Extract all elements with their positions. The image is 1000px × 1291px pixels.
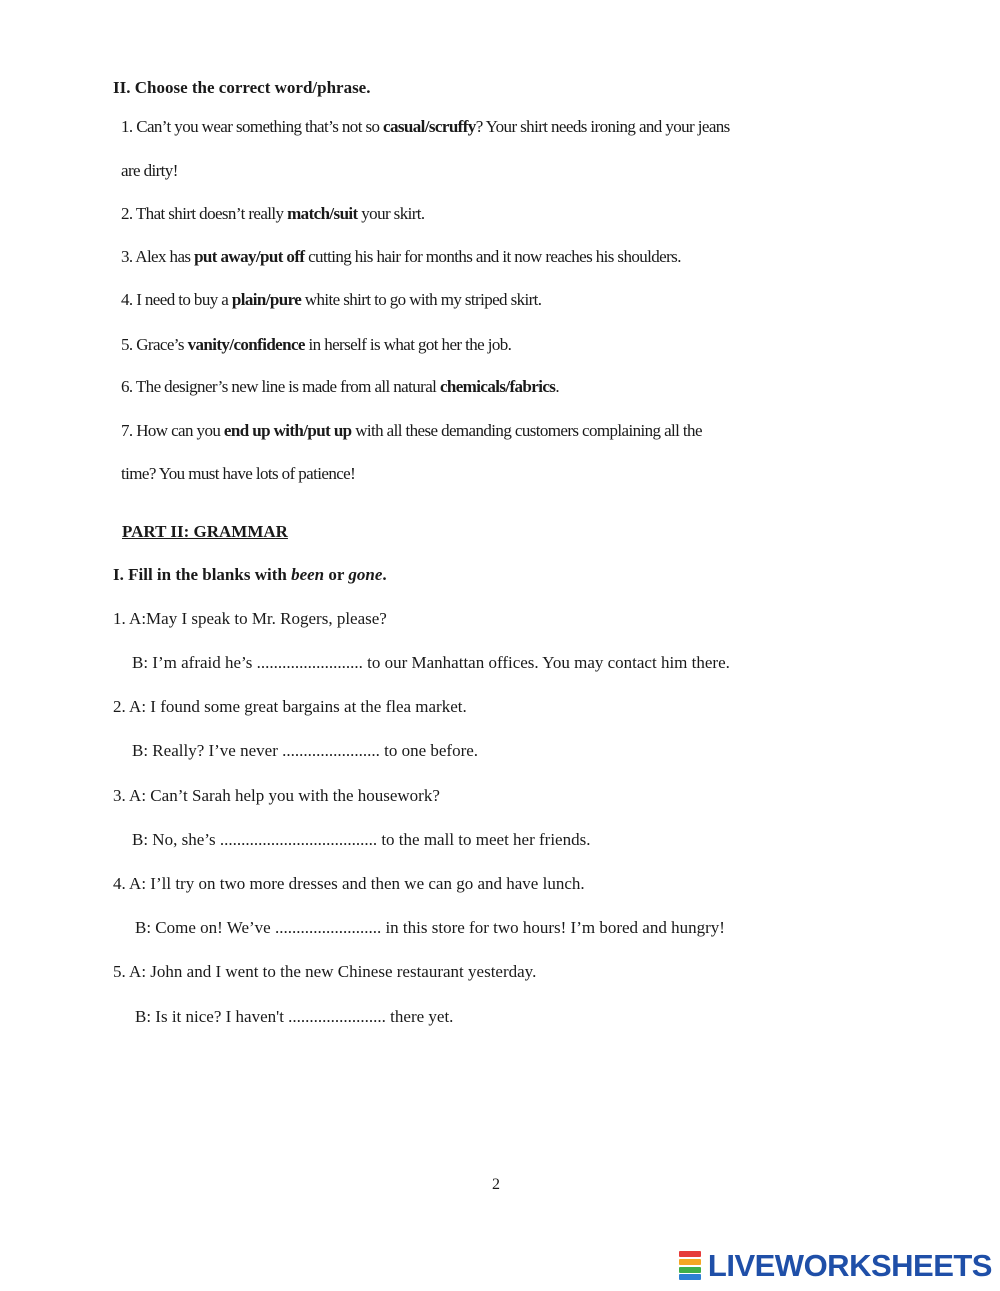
vocab-question-3-line-1: [121, 247, 681, 267]
question-text: cutting his hair for months and it now reaches his shoulders.: [304, 247, 681, 266]
answer-options: casual/scruffy: [383, 117, 476, 136]
vocab-question-7-line-2: [121, 464, 355, 484]
grammar-heading-mid: or: [324, 565, 349, 584]
vocab-question-6-line-1: [121, 377, 559, 397]
question-text: with all these demanding customers complaining all the: [351, 421, 702, 440]
question-text: 4. I need to buy a: [121, 290, 232, 309]
vocab-question-1-line-2: [121, 161, 178, 181]
answer-options: put away/put off: [194, 247, 305, 266]
answer-options: match/suit: [287, 204, 358, 223]
question-text: 3. Alex has: [121, 247, 195, 266]
answer-options: vanity/confidence: [187, 335, 305, 354]
grammar-heading: [113, 565, 387, 585]
logo-block: [679, 1267, 701, 1273]
dialogue-line-a-1: 1. A:May I speak to Mr. Rogers, please?: [113, 609, 387, 628]
dialogue-line-b-3: B: No, she’s ..................................... to the mall to meet her friends.: [132, 830, 591, 849]
logo-block: [679, 1259, 701, 1265]
question-text: 1. Can’t you wear something that’s not so: [121, 117, 384, 136]
dialogue-line-b-2: B: Really? I’ve never ....................... to one before.: [132, 741, 479, 760]
dialogue-line-a-2: 2. A: I found some great bargains at the flea market.: [113, 697, 467, 716]
vocab-heading: II. Choose the correct word/phrase.: [113, 78, 371, 97]
page-number: 2: [492, 1176, 500, 1193]
vocab-question-7-line-1: [121, 421, 702, 441]
question-text: 7. How can you: [121, 421, 224, 440]
vocab-question-2-line-1: [121, 204, 425, 224]
question-text: time? You must have lots of patience!: [121, 464, 356, 483]
answer-options: chemicals/fabrics: [439, 377, 556, 396]
logo-block: [679, 1251, 701, 1257]
dialogue-line-b-5: B: Is it nice? I haven't ....................... there yet.: [135, 1007, 454, 1026]
dialogue-line-a-5: 5. A: John and I went to the new Chinese restaurant yesterday.: [113, 962, 537, 981]
dialogue-line-a-4: 4. A: I’ll try on two more dresses and then we can go and have lunch.: [113, 874, 585, 893]
question-text: 5. Grace’s: [121, 335, 188, 354]
question-text: white shirt to go with my striped skirt.: [301, 290, 542, 309]
answer-options: plain/pure: [231, 290, 302, 309]
question-text: ? Your shirt needs ironing and your jeans: [475, 117, 730, 136]
question-text: 6. The designer’s new line is made from all natural: [121, 377, 440, 396]
grammar-heading-suffix: .: [382, 565, 387, 584]
liveworksheets-logo-icon: [679, 1251, 705, 1281]
grammar-word-gone: gone: [348, 565, 383, 584]
question-text: are dirty!: [121, 161, 178, 180]
question-text: 2. That shirt doesn’t really: [121, 204, 288, 223]
vocab-question-1-line-1: [121, 117, 730, 137]
brand-name: LIVEWORKSHEETS: [707, 1248, 992, 1283]
dialogue-line-b-1: B: I’m afraid he’s ......................... to our Manhattan offices. You may contact him there.: [132, 653, 730, 672]
liveworksheets-brand: [679, 1249, 992, 1283]
logo-block: [679, 1274, 701, 1280]
question-text: in herself is what got her the job.: [304, 335, 512, 354]
vocab-question-4-line-1: [121, 290, 541, 310]
answer-options: end up with/put up: [223, 421, 352, 440]
question-text: your skirt.: [357, 204, 425, 223]
grammar-word-been: been: [291, 565, 325, 584]
part-title: PART II: GRAMMAR: [122, 522, 288, 541]
grammar-heading-prefix: I. Fill in the blanks with: [113, 565, 292, 584]
vocab-question-5-line-1: [121, 335, 511, 355]
question-text: .: [555, 377, 559, 396]
dialogue-line-a-3: 3. A: Can’t Sarah help you with the housework?: [113, 786, 440, 805]
dialogue-line-b-4: B: Come on! We’ve ......................... in this store for two hours! I’m bored and hungry!: [135, 918, 725, 937]
